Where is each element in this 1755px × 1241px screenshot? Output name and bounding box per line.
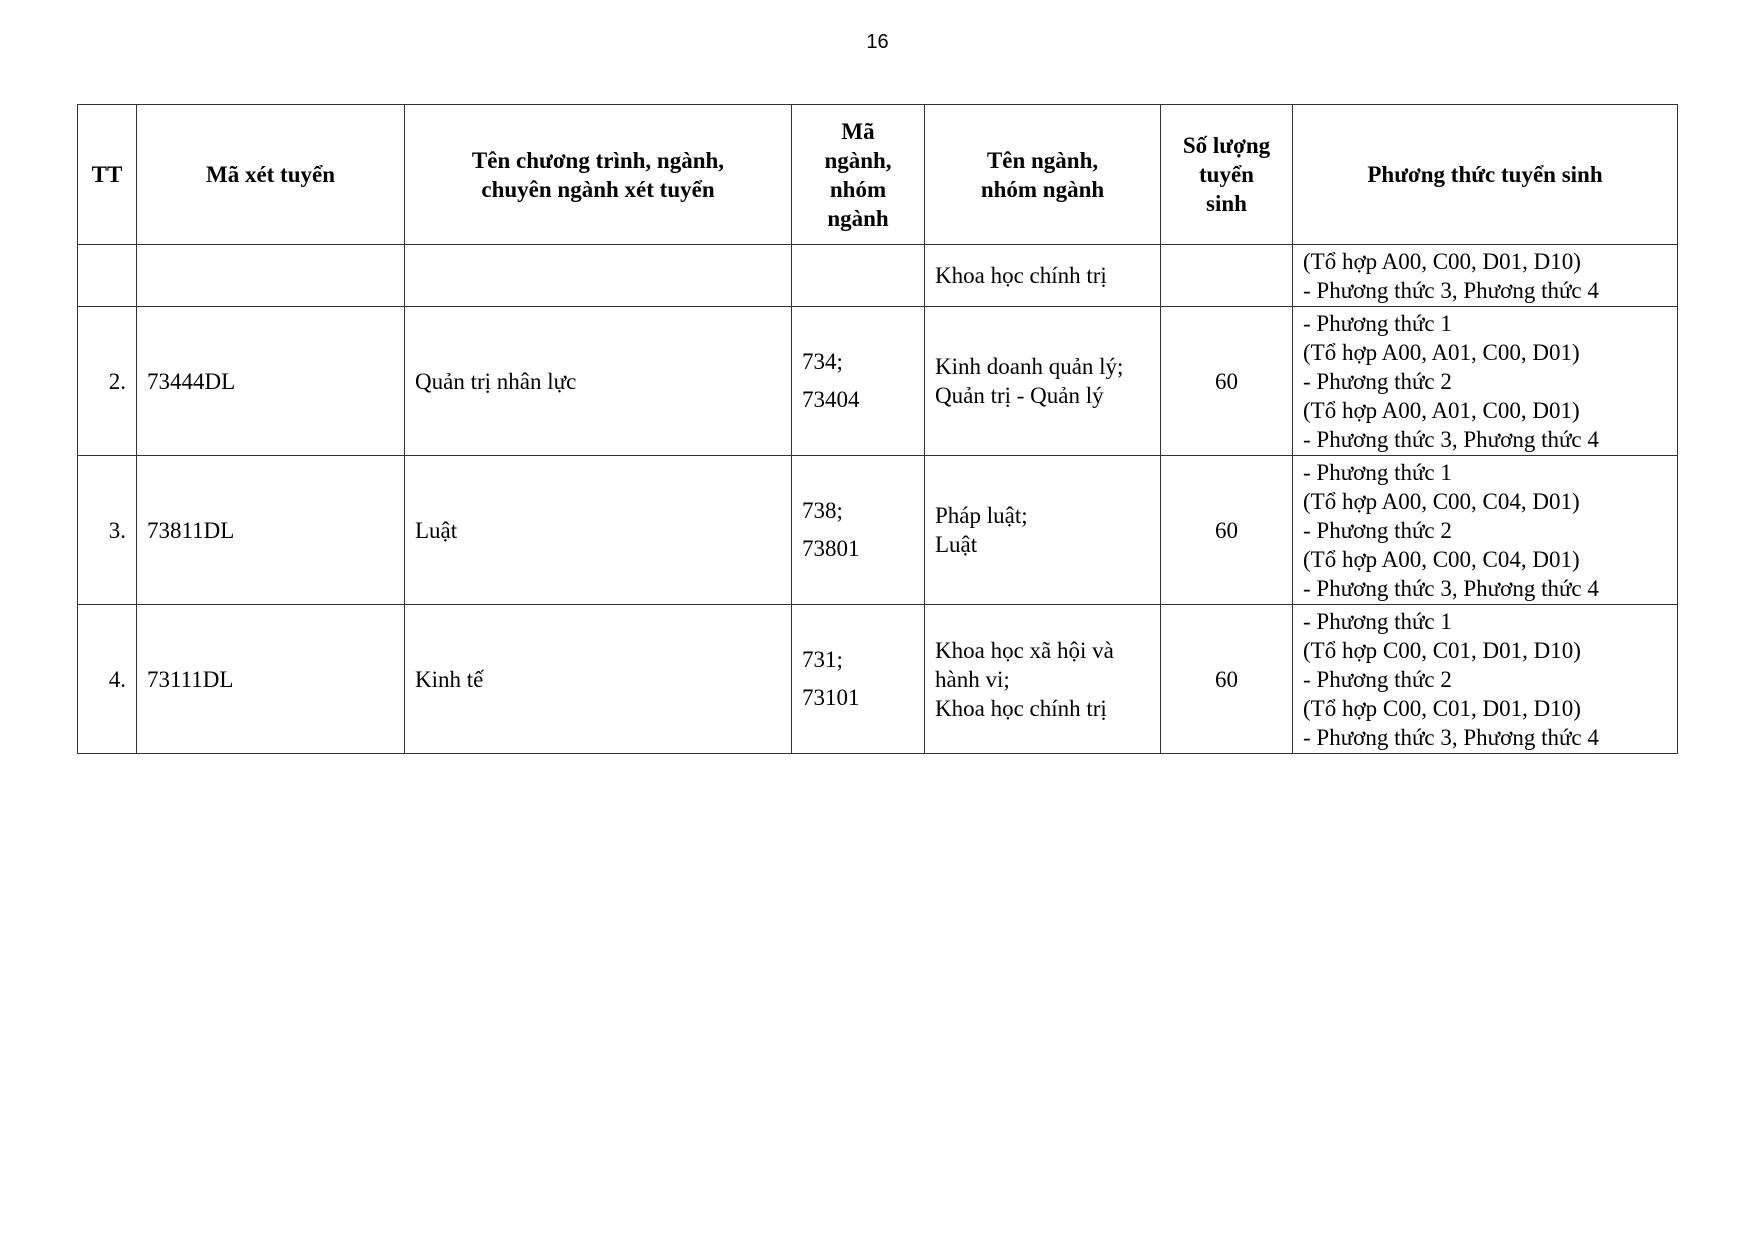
- cell-ma-xet-tuyen: 73111DL: [137, 605, 405, 754]
- cell-ma-nganh: [792, 245, 925, 307]
- header-ten-chuong-trinh-line: chuyên ngành xét tuyển: [481, 176, 715, 202]
- header-tt: TT: [78, 105, 137, 245]
- table-row-continued: [78, 245, 1678, 307]
- header-so-luong-line: sinh: [1206, 191, 1247, 216]
- method-line: - Phương thức 3, Phương thức 4: [1303, 426, 1599, 452]
- header-so-luong-line: tuyển: [1199, 162, 1254, 187]
- method-line: (Tổ hợp C00, C01, D01, D10): [1303, 637, 1581, 663]
- header-phuong-thuc: Phương thức tuyển sinh: [1293, 105, 1678, 245]
- cell-ma-nganh: [792, 605, 925, 754]
- cell-tt: 3.: [78, 456, 137, 605]
- cell-ten-nganh: [925, 605, 1161, 754]
- ten-nganh-line: Pháp luật;: [935, 503, 1028, 528]
- method-line: - Phương thức 3, Phương thức 4: [1303, 575, 1599, 601]
- cell-phuong-thuc: [1293, 307, 1678, 456]
- header-ma-nganh-line: nhóm: [829, 176, 887, 202]
- header-ten-nganh-line: Tên ngành,: [986, 147, 1099, 173]
- header-so-luong-line: Số lượng: [1182, 133, 1271, 158]
- page-number: 16: [866, 31, 889, 53]
- ten-nganh-line: hành vi;: [935, 666, 1010, 692]
- ma-nganh-line: 731;: [802, 647, 843, 672]
- cell-ten-nganh: [925, 456, 1161, 605]
- method-line: (Tổ hợp A00, C00, C04, D01): [1303, 546, 1580, 572]
- cell-ten-chuong-trinh: Quản trị nhân lực: [405, 307, 792, 456]
- table-row: [78, 605, 1678, 754]
- ten-nganh-line: Luật: [935, 532, 978, 557]
- cell-ma-nganh: [792, 307, 925, 456]
- method-line: (Tổ hợp A00, A01, C00, D01): [1303, 339, 1580, 365]
- method-line: (Tổ hợp A00, C00, C04, D01): [1303, 488, 1580, 514]
- ma-nganh-line: 73404: [802, 387, 860, 412]
- admissions-table: [77, 104, 1678, 754]
- ma-nganh-line: 73101: [802, 685, 860, 710]
- cell-phuong-thuc: [1293, 456, 1678, 605]
- header-ten-nganh: [925, 105, 1161, 245]
- header-so-luong: [1161, 105, 1293, 245]
- cell-ten-nganh: Khoa học chính trị: [925, 245, 1161, 307]
- method-line: (Tổ hợp A00, A01, C00, D01): [1303, 397, 1580, 423]
- cell-so-luong: 60: [1161, 605, 1293, 754]
- method-line: - Phương thức 2: [1303, 666, 1452, 692]
- header-ten-chuong-trinh: [405, 105, 792, 245]
- table-row: [78, 456, 1678, 605]
- cell-ten-chuong-trinh: Kinh tế: [405, 605, 792, 754]
- cell-ten-chuong-trinh: Luật: [405, 456, 792, 605]
- ten-nganh-line: Khoa học chính trị: [935, 695, 1107, 721]
- method-line: - Phương thức 3, Phương thức 4: [1303, 724, 1599, 750]
- method-line: - Phương thức 1: [1303, 608, 1452, 634]
- header-ma-nganh-line: ngành,: [824, 147, 892, 173]
- ma-nganh-line: 738;: [802, 498, 843, 523]
- method-line: (Tổ hợp C00, C01, D01, D10): [1303, 695, 1581, 721]
- cell-phuong-thuc: [1293, 605, 1678, 754]
- ten-nganh-line: Quản trị - Quản lý: [935, 383, 1104, 408]
- cell-phuong-thuc: [1293, 245, 1678, 307]
- ma-nganh-line: 73801: [802, 536, 860, 561]
- header-ten-nganh-line: nhóm ngành: [980, 176, 1105, 202]
- method-line: - Phương thức 1: [1303, 459, 1452, 485]
- header-ten-chuong-trinh-line: Tên chương trình, ngành,: [471, 147, 725, 173]
- cell-so-luong: 60: [1161, 307, 1293, 456]
- table-row: [78, 307, 1678, 456]
- header-ma-nganh-line: ngành: [827, 205, 889, 231]
- cell-so-luong: 60: [1161, 456, 1293, 605]
- header-ma-nganh-line: Mã: [841, 118, 875, 144]
- cell-ma-xet-tuyen: [137, 245, 405, 307]
- cell-ma-xet-tuyen: 73444DL: [137, 307, 405, 456]
- ten-nganh-line: Khoa học xã hội và: [935, 637, 1114, 663]
- header-ma-xet-tuyen: Mã xét tuyển: [137, 105, 405, 245]
- cell-tt: [78, 245, 137, 307]
- cell-tt: 2.: [78, 307, 137, 456]
- cell-ma-xet-tuyen: 73811DL: [137, 456, 405, 605]
- header-row: [78, 105, 1678, 245]
- method-line: - Phương thức 1: [1303, 310, 1452, 336]
- cell-ma-nganh: [792, 456, 925, 605]
- cell-ten-chuong-trinh: [405, 245, 792, 307]
- header-ma-nganh: [792, 105, 925, 245]
- ten-nganh-line: Kinh doanh quản lý;: [935, 354, 1124, 379]
- cell-tt: 4.: [78, 605, 137, 754]
- method-line: - Phương thức 2: [1303, 517, 1452, 543]
- cell-ten-nganh: [925, 307, 1161, 456]
- method-line: (Tổ hợp A00, C00, D01, D10): [1303, 248, 1581, 274]
- ma-nganh-line: 734;: [802, 349, 843, 374]
- method-line: - Phương thức 3, Phương thức 4: [1303, 277, 1599, 303]
- cell-so-luong: [1161, 245, 1293, 307]
- method-line: - Phương thức 2: [1303, 368, 1452, 394]
